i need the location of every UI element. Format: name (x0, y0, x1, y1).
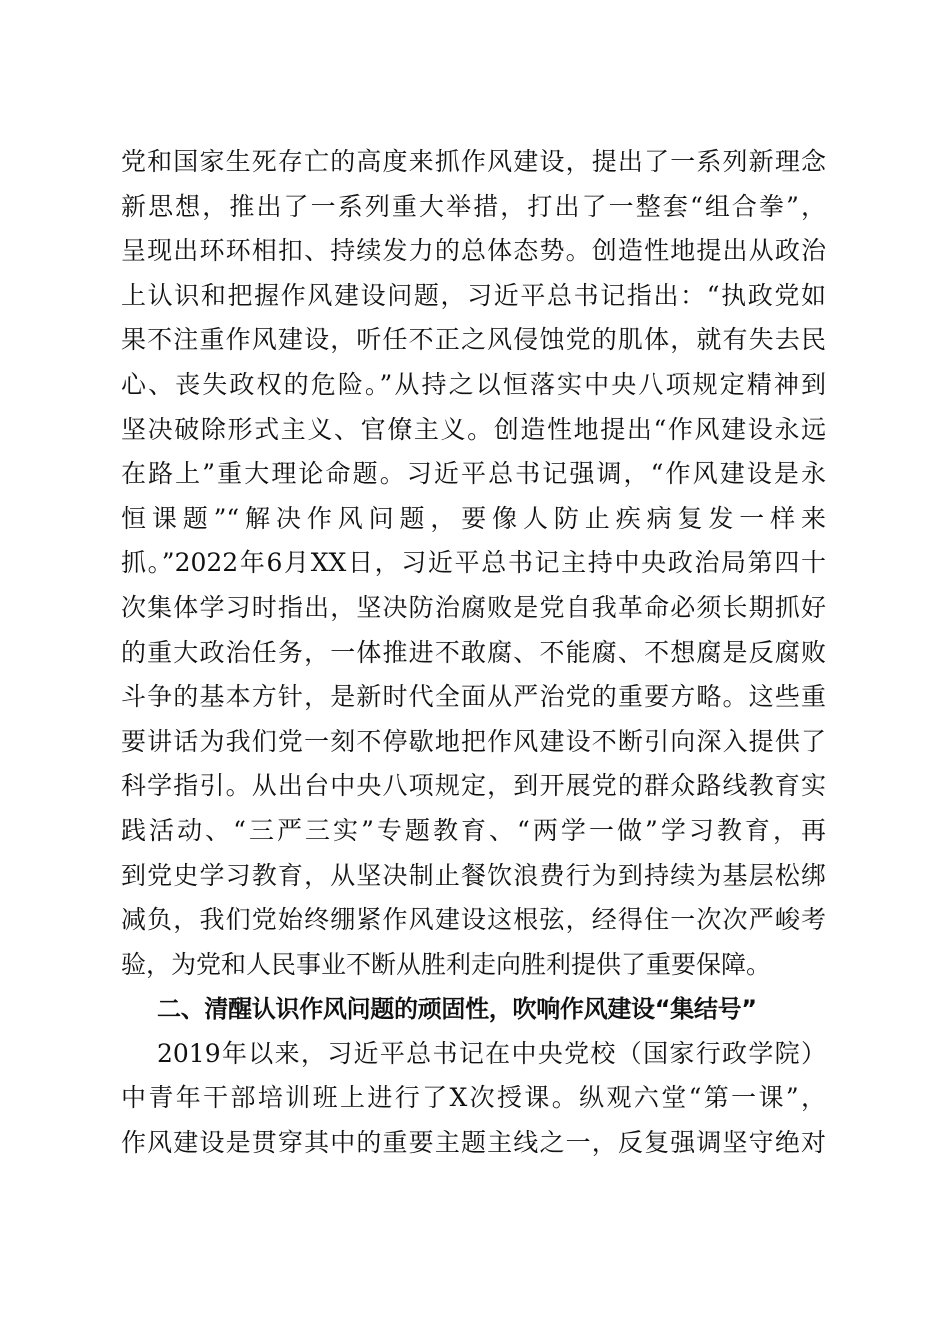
section-heading: 二、清醒认识作风问题的顽固性，吹响作风建设“集结号” (157, 995, 757, 1024)
paragraph-line: 斗争的基本方针，是新时代全面从严治党的重要方略。这些重 (121, 682, 826, 712)
paragraph-line: 果不注重作风建设，听任不正之风侵蚀党的肌体，就有失去民 (121, 325, 826, 355)
paragraph-line: 坚决破除形式主义、官僚主义。创造性地提出“作风建设永远 (121, 414, 826, 444)
paragraph-line: 科学指引。从出台中央八项规定，到开展党的群众路线教育实 (121, 771, 826, 801)
paragraph-line: 的重大政治任务，一体推进不敢腐、不能腐、不想腐是反腐败 (121, 637, 826, 667)
paragraph-line: 减负，我们党始终绷紧作风建设这根弦，经得住一次次严峻考 (121, 905, 826, 935)
paragraph-line: 抓。”2022年6月XX日，习近平总书记主持中央政治局第四十 (121, 548, 826, 578)
paragraph-line: 恒课题”“解决作风问题，要像人防止疾病复发一样来 (121, 503, 826, 533)
paragraph-line: 在路上”重大理论命题。习近平总书记强调，“作风建设是永 (121, 459, 826, 489)
paragraph-line: 心、丧失政权的危险。”从持之以恒落实中央八项规定精神到 (121, 369, 826, 399)
paragraph-line: 作风建设是贯穿其中的重要主题主线之一，反复强调坚守绝对 (121, 1128, 826, 1158)
paragraph-1 (121, 140, 826, 987)
paragraph-line: 次集体学习时指出，坚决防治腐败是党自我革命必须长期抓好 (121, 592, 826, 622)
paragraph-line: 新思想，推出了一系列重大举措，打出了一整套“组合拳”， (121, 191, 826, 221)
paragraph-line: 呈现出环环相扣、持续发力的总体态势。创造性地提出从政治 (121, 236, 826, 266)
paragraph-line: 验，为党和人民事业不断从胜利走向胜利提供了重要保障。 (121, 949, 772, 979)
paragraph-line: 2019年以来，习近平总书记在中央党校（国家行政学院） (157, 1038, 826, 1068)
paragraph-2 (121, 1032, 826, 1166)
paragraph-line: 中青年干部培训班上进行了X次授课。纵观六堂“第一课”， (121, 1083, 826, 1113)
paragraph-line: 上认识和把握作风建设问题，习近平总书记指出：“执政党如 (121, 280, 826, 310)
paragraph-line: 要讲话为我们党一刻不停歇地把作风建设不断引向深入提供了 (121, 726, 826, 756)
paragraph-line: 党和国家生死存亡的高度来抓作风建设，提出了一系列新理念 (121, 147, 826, 176)
paragraph-line: 践活动、“三严三实”专题教育、“两学一做”学习教育，再 (121, 815, 826, 845)
paragraph-line: 到党史学习教育，从坚决制止餐饮浪费行为到持续为基层松绑 (121, 860, 826, 890)
document-body (121, 140, 826, 1166)
